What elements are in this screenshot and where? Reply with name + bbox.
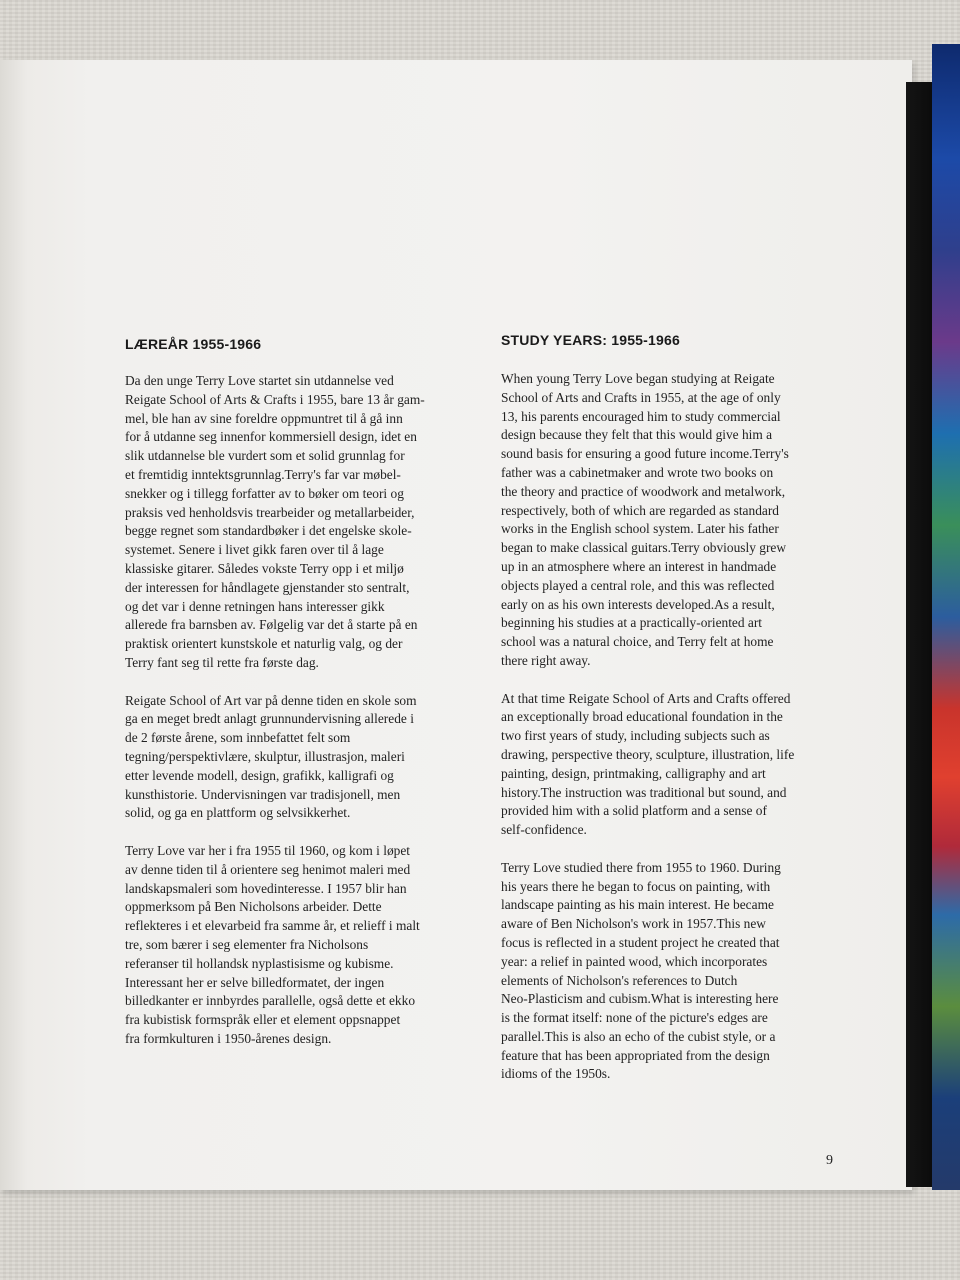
norwegian-text-line: mel, ble han av sine foreldre oppmuntret til å gå inn [125,410,403,426]
norwegian-text-line: systemet. Senere i livet gikk faren over til å lage [125,542,384,558]
english-text-line: Terry Love studied there from 1955 to 1960. During [501,859,781,875]
english-paragraph [501,690,794,840]
book-spine-edge [906,82,934,1187]
norwegian-text-line: der interessen for håndlagete gjenstander sto sentralt, [125,579,410,595]
norwegian-text-line: ga en meget bredt anlagt grunnundervisning allerede i [125,711,414,727]
english-text-line: At that time Reigate School of Arts and Crafts offered [501,690,791,706]
english-text-line: feature that has been appropriated from the design [501,1047,770,1063]
english-text-line: up in an atmosphere where an interest in handmade [501,558,777,574]
norwegian-text-line: et fremtidig inntektsgrunnlag.Terry's far var møbel- [125,466,401,482]
page-number: 9 [826,1153,833,1168]
english-text-line: two first years of study, including subjects such as [501,728,770,744]
norwegian-text-line: av denne tiden til å orientere seg henimot maleri med [125,861,411,877]
english-text-line: history.The instruction was traditional but sound, and [501,784,787,800]
english-text-line: Neo-Plasticism and cubism.What is interesting here [501,991,779,1007]
norwegian-paragraph [125,842,425,1049]
norwegian-section-heading: LÆREÅR 1955-1966 [125,336,262,352]
norwegian-text-line: fra kubistisk formspråk eller et element oppsnappet [125,1012,401,1028]
norwegian-text-line: billedkanter er innbyrdes parallelle, også dette et ekko [125,993,416,1009]
english-text-line: an exceptionally broad educational foundation in the [501,709,783,725]
norwegian-text-line: tre, som bærer i seg elementer fra Nicholsons [125,936,369,952]
norwegian-text-column [125,372,425,1067]
english-paragraph [501,370,794,671]
norwegian-text-line: Terry Love var her i fra 1955 til 1960, og kom i løpet [125,842,411,858]
english-text-line: self-confidence. [501,822,587,838]
english-text-line: began to make classical guitars.Terry obviously grew [501,540,787,556]
english-text-line: beginning his studies at a practically-oriented art [501,615,763,631]
norwegian-text-line: slik utdannelse ble vurdert som et solid grunnlag for [125,448,405,464]
english-text-line: design because they felt that this would give him a [501,427,773,443]
english-text-line: the theory and practice of woodwork and metalwork, [501,483,786,499]
norwegian-text-line: praksis ved henholdsvis trearbeider og metallarbeider, [125,504,415,520]
norwegian-text-line: kunsthistorie. Undervisningen var tradisjonell, men [125,786,401,802]
english-text-line: parallel.This is also an echo of the cubist style, or a [501,1028,776,1044]
english-text-line: his years there he began to focus on painting, with [501,878,771,894]
norwegian-text-line: snekker og i tillegg forfatter av to bøker om teori og [125,485,404,501]
english-text-line: year: a relief in painted wood, which incorporates [501,953,768,969]
english-text-line: works in the English school system. Later his father [501,521,779,537]
english-paragraph [501,859,794,1085]
english-text-line: school was a natural choice, and Terry felt at home [501,634,774,650]
norwegian-text-line: Reigate School of Arts & Crafts i 1955, bare 13 år gam- [125,391,425,407]
norwegian-text-line: og det var i denne retningen hans interesser gikk [125,598,385,614]
norwegian-text-line: Terry fant seg til rette fra første dag. [125,654,319,670]
norwegian-text-line: fra formkulturen i 1950-årenes design. [125,1030,332,1046]
norwegian-text-line: etter levende modell, design, grafikk, kalligrafi og [125,767,394,783]
english-text-column [501,370,794,1103]
norwegian-paragraph [125,692,425,824]
norwegian-text-line: allerede fra barnsben av. Følgelig var det å starte på en [125,617,418,633]
norwegian-text-line: praktisk orientert kunstskole et naturlig valg, og der [125,636,403,652]
english-text-line: landscape painting as his main interest. He became [501,897,774,913]
norwegian-text-line: referanser til hollandsk nyplastisisme og kubisme. [125,955,394,971]
norwegian-text-line: for å utdanne seg innenfor kommersiell design, idet en [125,429,417,445]
norwegian-text-line: oppmerksom på Ben Nicholsons arbeider. Dette [125,899,382,915]
english-text-line: there right away. [501,652,591,668]
english-text-line: is the format itself: none of the picture's edges are [501,1010,768,1026]
norwegian-text-line: klassiske gitarer. Således vokste Terry opp i et miljø [125,560,404,576]
english-text-line: drawing, perspective theory, sculpture, illustration, life [501,746,795,762]
english-text-line: School of Arts and Crafts in 1955, at the age of only [501,389,781,405]
english-text-line: provided him with a solid platform and a sense of [501,803,767,819]
english-text-line: father was a cabinetmaker and wrote two books on [501,464,774,480]
norwegian-text-line: solid, og ga en plattform og selvsikkerhet. [125,805,351,821]
english-text-line: aware of Ben Nicholson's work in 1957.This new [501,916,766,932]
english-text-line: respectively, both of which are regarded as standard [501,502,779,518]
norwegian-paragraph [125,372,425,673]
norwegian-text-line: landskapsmaleri som hovedinteresse. I 1957 blir han [125,880,407,896]
english-text-line: focus is reflected in a student project he created that [501,934,780,950]
english-text-line: When young Terry Love began studying at Reigate [501,371,775,386]
norwegian-text-line: tegning/perspektivlære, skulptur, illustrasjon, maleri [125,748,405,764]
english-section-heading: STUDY YEARS: 1955-1966 [501,332,680,348]
norwegian-text-line: Interessant her er selve billedformatet, der ingen [125,974,385,990]
norwegian-text-line: Reigate School of Art var på denne tiden en skole som [125,692,417,708]
english-text-line: early on as his own interests developed.As a result, [501,596,775,612]
english-text-line: painting, design, printmaking, calligraphy and art [501,765,766,781]
norwegian-text-line: Da den unge Terry Love startet sin utdannelse ved [125,373,394,388]
next-page-artwork-edge [932,44,960,1190]
norwegian-text-line: begge regnet som standardbøker i det engelske skole- [125,523,412,539]
english-text-line: idioms of the 1950s. [501,1066,611,1082]
english-text-line: elements of Nicholson's references to Dutch [501,972,738,988]
english-text-line: objects played a central role, and this was reflected [501,577,775,593]
english-text-line: sound basis for ensuring a good future income.Terry's [501,446,789,462]
norwegian-text-line: reflekteres i et elevarbeid fra samme år, et relieff i malt [125,918,420,934]
norwegian-text-line: de 2 første årene, som innbefattet felt som [125,730,351,746]
english-text-line: 13, his parents encouraged him to study commercial [501,408,781,424]
